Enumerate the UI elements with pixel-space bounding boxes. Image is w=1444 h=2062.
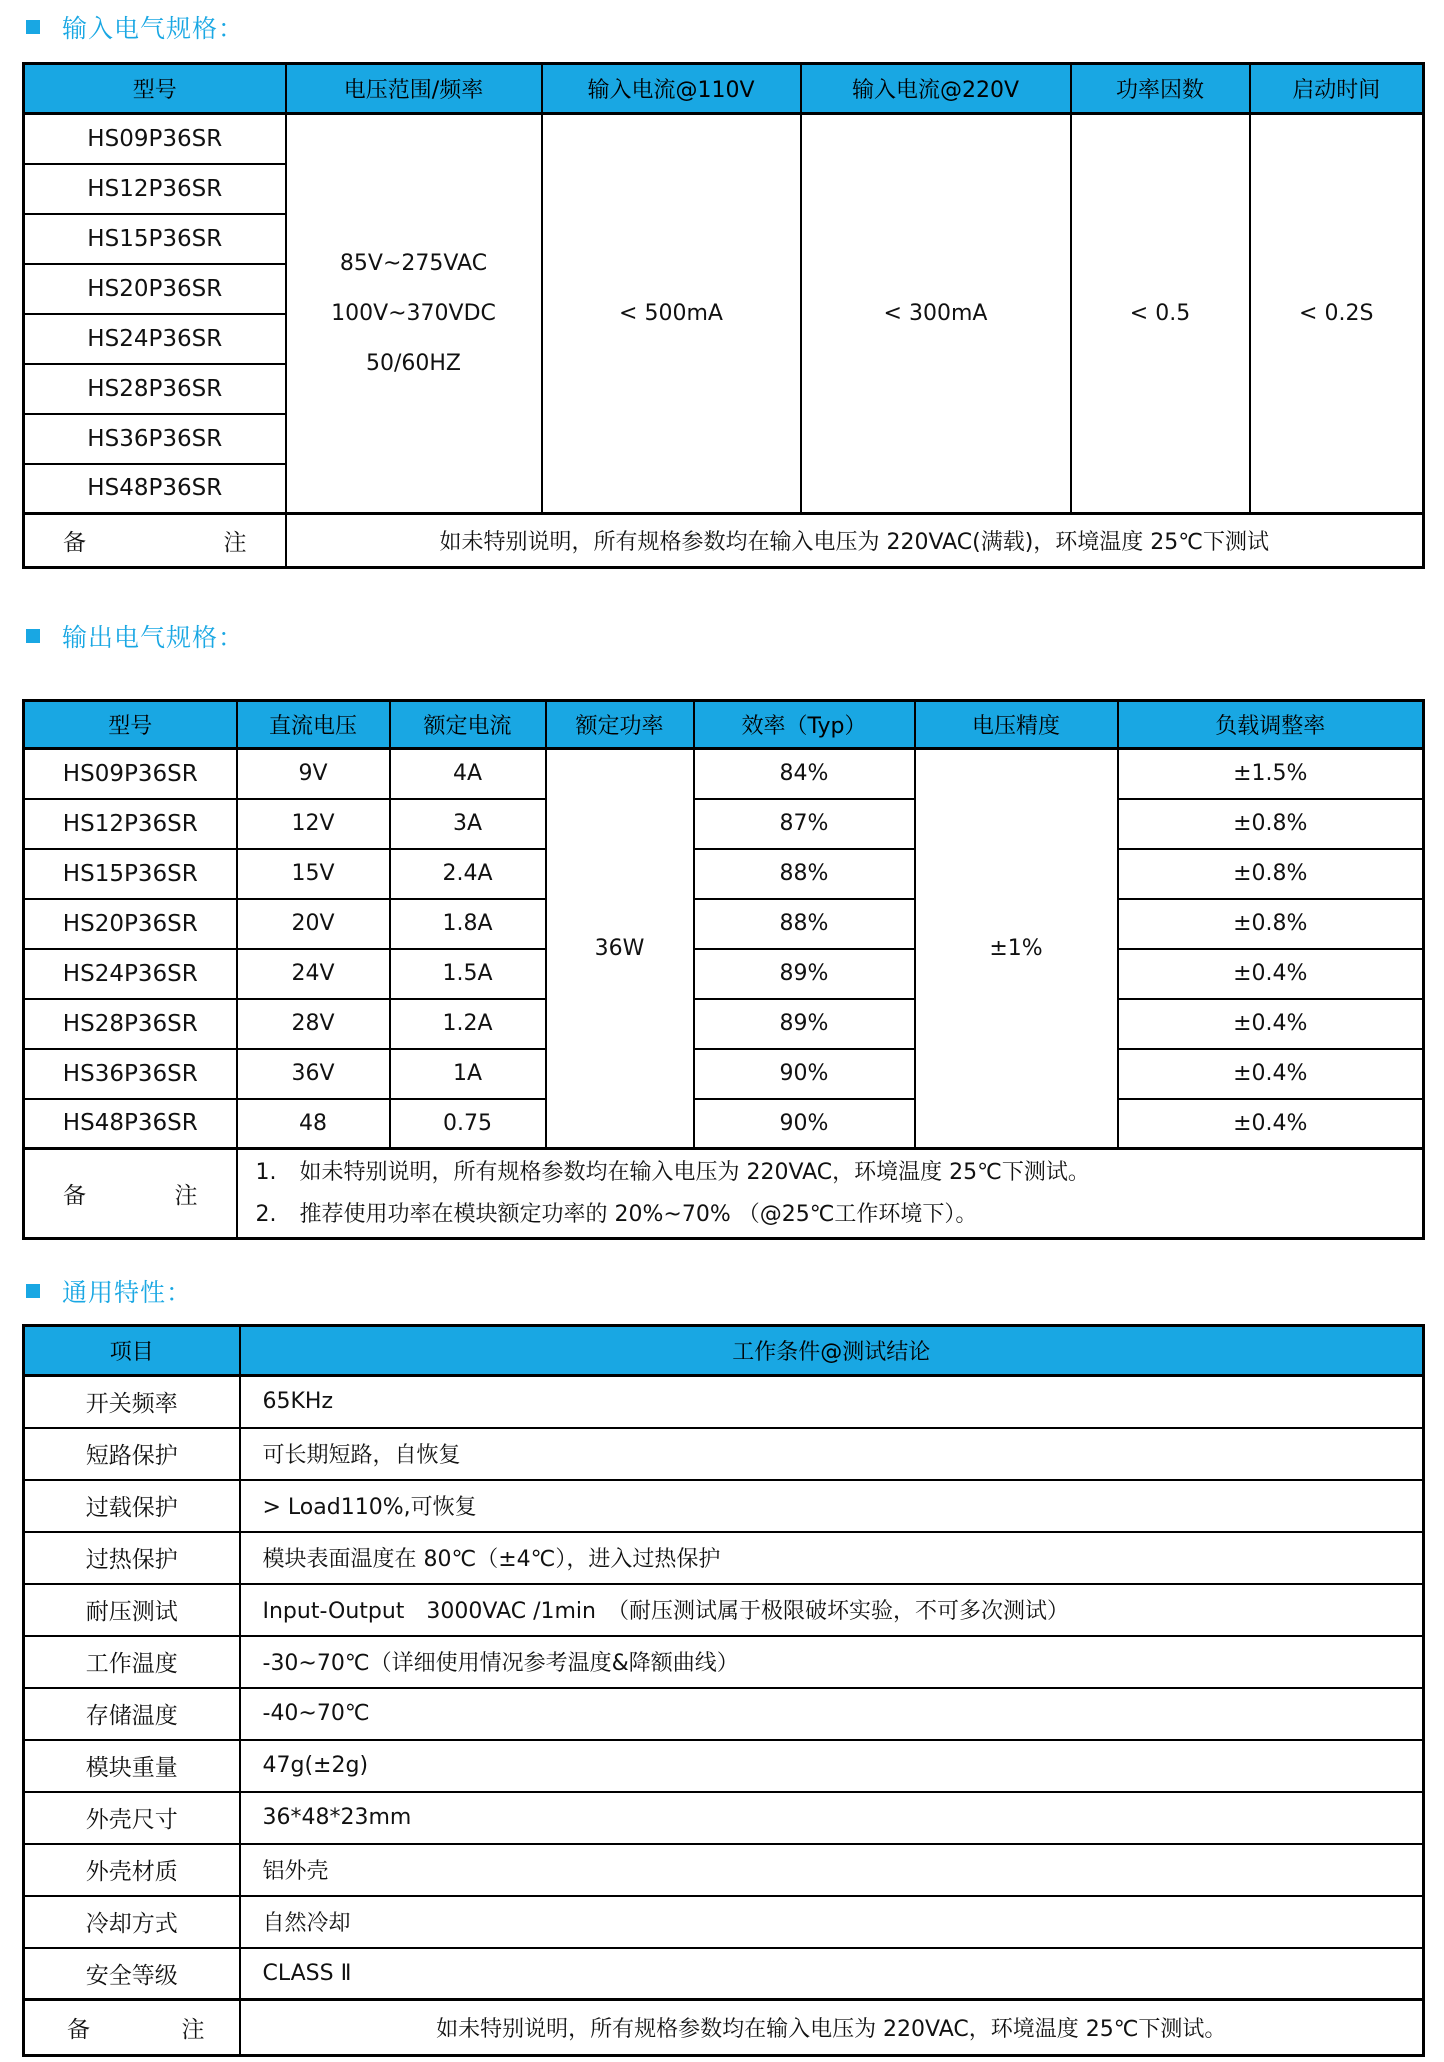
cell-model: HS24P36SR — [24, 314, 286, 364]
table-row — [24, 1428, 1424, 1480]
table-row — [24, 1049, 1424, 1099]
cell-rated-current: 4A — [390, 749, 546, 799]
cell-load-regulation: ±0.4% — [1118, 949, 1424, 999]
table-row — [24, 1099, 1424, 1149]
cell-efficiency: 87% — [694, 799, 915, 849]
note-row — [24, 1149, 1424, 1239]
note-label-left: 备 — [63, 530, 86, 556]
note-label-right: 注 — [223, 530, 247, 556]
cell-model: HS12P36SR — [24, 799, 237, 849]
cell-load-regulation: ±0.4% — [1118, 1099, 1424, 1149]
cell-efficiency: 89% — [694, 999, 915, 1049]
cell-item: 过热保护 — [24, 1532, 240, 1584]
cell-value: 模块表面温度在 80℃（±4℃），进入过热保护 — [240, 1532, 1424, 1584]
cell-dc-voltage: 48 — [237, 1099, 390, 1149]
cell-value: 65KHz — [240, 1376, 1424, 1428]
table-row — [24, 849, 1424, 899]
cell-efficiency: 88% — [694, 849, 915, 899]
cell-item: 存储温度 — [24, 1688, 240, 1740]
output-spec-table — [22, 699, 1425, 1240]
cell-dc-voltage: 20V — [237, 899, 390, 949]
cell-item: 耐压测试 — [24, 1584, 240, 1636]
note-label-cell — [24, 1149, 237, 1239]
column-header-item: 项目 — [24, 1326, 240, 1376]
note-line — [256, 1152, 1423, 1194]
general-spec-table — [22, 1324, 1425, 2057]
cell-rated-current: 0.75 — [390, 1099, 546, 1149]
cell-item: 开关频率 — [24, 1376, 240, 1428]
cell-load-regulation: ±1.5% — [1118, 749, 1424, 799]
column-header-power-factor: 功率因数 — [1071, 64, 1250, 114]
table-row — [24, 1792, 1424, 1844]
table-row — [24, 1376, 1424, 1428]
voltage-range-line: 100V~370VDC — [331, 300, 496, 326]
column-header-startup-time: 启动时间 — [1250, 64, 1424, 114]
cell-item: 外壳尺寸 — [24, 1792, 240, 1844]
cell-item: 外壳材质 — [24, 1844, 240, 1896]
cell-value: CLASS Ⅱ — [240, 1948, 1424, 2000]
cell-value: -30~70℃（详细使用情况参考温度&降额曲线） — [240, 1636, 1424, 1688]
section-bullet-icon — [26, 629, 40, 643]
table-row — [24, 1740, 1424, 1792]
cell-model: HS09P36SR — [24, 114, 286, 164]
cell-efficiency: 90% — [694, 1049, 915, 1099]
cell-value: 47g(±2g) — [240, 1740, 1424, 1792]
cell-efficiency: 84% — [694, 749, 915, 799]
cell-rated-current: 3A — [390, 799, 546, 849]
cell-model: HS15P36SR — [24, 214, 286, 264]
cell-model: HS20P36SR — [24, 899, 237, 949]
cell-value: 可长期短路，自恢复 — [240, 1428, 1424, 1480]
section-title-text: 通用特性： — [62, 1278, 193, 1307]
cell-rated-current: 1.8A — [390, 899, 546, 949]
note-line — [256, 1194, 1423, 1236]
cell-item: 安全等级 — [24, 1948, 240, 2000]
cell-efficiency: 90% — [694, 1099, 915, 1149]
cell-value: 铝外壳 — [240, 1844, 1424, 1896]
cell-input-current-110v: < 500mA — [542, 114, 801, 514]
cell-model: HS24P36SR — [24, 949, 237, 999]
cell-efficiency: 88% — [694, 899, 915, 949]
cell-model: HS36P36SR — [24, 414, 286, 464]
cell-rated-power: 36W — [546, 749, 694, 1149]
section-title-text: 输入电气规格： — [62, 14, 245, 43]
cell-model: HS12P36SR — [24, 164, 286, 214]
section-title-text: 输出电气规格： — [62, 623, 245, 652]
cell-item: 过载保护 — [24, 1480, 240, 1532]
note-number: 1. — [255, 1159, 277, 1185]
cell-rated-current: 1A — [390, 1049, 546, 1099]
section-bullet-icon — [26, 20, 40, 34]
cell-value: 36*48*23mm — [240, 1792, 1424, 1844]
column-header-dc-voltage: 直流电压 — [237, 701, 390, 749]
note-text: 如未特别说明，所有规格参数均在输入电压为 220VAC，环境温度 25℃下测试。 — [299, 1159, 1090, 1185]
column-header-rated-power: 额定功率 — [546, 701, 694, 749]
cell-model: HS28P36SR — [24, 364, 286, 414]
table-row — [24, 1948, 1424, 2000]
column-header-model: 型号 — [24, 701, 237, 749]
cell-model: HS20P36SR — [24, 264, 286, 314]
general-table-header-row — [24, 1326, 1424, 1376]
cell-model: HS28P36SR — [24, 999, 237, 1049]
column-header-current-110v: 输入电流@110V — [542, 64, 801, 114]
section-bullet-icon — [26, 1284, 40, 1298]
column-header-voltage-range: 电压范围/频率 — [286, 64, 542, 114]
output-table-header-row — [24, 701, 1424, 749]
table-row — [24, 114, 1424, 164]
note-label-right: 注 — [181, 2017, 205, 2043]
note-text: 如未特别说明，所有规格参数均在输入电压为 220VAC，环境温度 25℃下测试。 — [240, 2000, 1424, 2056]
input-spec-table — [22, 62, 1425, 569]
note-row — [24, 2000, 1424, 2056]
cell-value: > Load110%,可恢复 — [240, 1480, 1424, 1532]
section-title-general — [26, 1274, 1422, 1308]
column-header-condition: 工作条件@测试结论 — [240, 1326, 1424, 1376]
cell-load-regulation: ±0.8% — [1118, 799, 1424, 849]
table-row — [24, 949, 1424, 999]
cell-input-current-220v: < 300mA — [801, 114, 1071, 514]
note-label-left: 备 — [67, 2017, 90, 2043]
cell-model: HS09P36SR — [24, 749, 237, 799]
cell-voltage-range — [286, 114, 542, 514]
column-header-voltage-accuracy: 电压精度 — [915, 701, 1118, 749]
voltage-range-line: 85V~275VAC — [339, 250, 488, 276]
note-label-cell — [24, 2000, 240, 2056]
note-label-right: 注 — [174, 1183, 198, 1209]
cell-item: 冷却方式 — [24, 1896, 240, 1948]
table-row — [24, 1896, 1424, 1948]
section-title-output — [26, 619, 1422, 653]
cell-rated-current: 2.4A — [390, 849, 546, 899]
cell-model: HS15P36SR — [24, 849, 237, 899]
note-text-cell — [237, 1149, 1424, 1239]
note-text: 推荐使用功率在模块额定功率的 20%~70% （@25℃工作环境下）。 — [299, 1201, 978, 1227]
note-number: 2. — [255, 1201, 277, 1227]
note-label-cell — [24, 514, 286, 568]
column-header-rated-current: 额定电流 — [390, 701, 546, 749]
cell-value: 自然冷却 — [240, 1896, 1424, 1948]
cell-dc-voltage: 36V — [237, 1049, 390, 1099]
cell-dc-voltage: 9V — [237, 749, 390, 799]
note-text: 如未特别说明，所有规格参数均在输入电压为 220VAC(满载)，环境温度 25℃下测试 — [286, 514, 1424, 568]
cell-dc-voltage: 28V — [237, 999, 390, 1049]
cell-value: -40~70℃ — [240, 1688, 1424, 1740]
voltage-range-line: 50/60HZ — [365, 350, 461, 376]
section-title-input — [26, 10, 1422, 44]
table-row — [24, 1844, 1424, 1896]
cell-startup-time: < 0.2S — [1250, 114, 1424, 514]
column-header-current-220v: 输入电流@220V — [801, 64, 1071, 114]
cell-model: HS48P36SR — [24, 1099, 237, 1149]
input-table-header-row — [24, 64, 1424, 114]
cell-voltage-accuracy: ±1% — [915, 749, 1118, 1149]
column-header-model: 型号 — [24, 64, 286, 114]
table-row — [24, 1532, 1424, 1584]
cell-load-regulation: ±0.8% — [1118, 899, 1424, 949]
column-header-load-regulation: 负载调整率 — [1118, 701, 1424, 749]
cell-load-regulation: ±0.4% — [1118, 1049, 1424, 1099]
cell-load-regulation: ±0.8% — [1118, 849, 1424, 899]
table-row — [24, 1636, 1424, 1688]
table-row — [24, 1480, 1424, 1532]
cell-dc-voltage: 24V — [237, 949, 390, 999]
cell-load-regulation: ±0.4% — [1118, 999, 1424, 1049]
cell-model: HS48P36SR — [24, 464, 286, 514]
table-row — [24, 1688, 1424, 1740]
cell-rated-current: 1.5A — [390, 949, 546, 999]
table-row — [24, 799, 1424, 849]
cell-efficiency: 89% — [694, 949, 915, 999]
column-header-efficiency: 效率（Typ） — [694, 701, 915, 749]
table-row — [24, 749, 1424, 799]
cell-dc-voltage: 15V — [237, 849, 390, 899]
cell-item: 短路保护 — [24, 1428, 240, 1480]
cell-model: HS36P36SR — [24, 1049, 237, 1099]
cell-value: Input-Output 3000VAC /1min （耐压测试属于极限破坏实验，不可多次测试） — [240, 1584, 1424, 1636]
cell-dc-voltage: 12V — [237, 799, 390, 849]
cell-item: 模块重量 — [24, 1740, 240, 1792]
note-row — [24, 514, 1424, 568]
table-row — [24, 1584, 1424, 1636]
cell-power-factor: < 0.5 — [1071, 114, 1250, 514]
table-row — [24, 999, 1424, 1049]
note-label-left: 备 — [63, 1183, 86, 1209]
cell-rated-current: 1.2A — [390, 999, 546, 1049]
cell-item: 工作温度 — [24, 1636, 240, 1688]
table-row — [24, 899, 1424, 949]
